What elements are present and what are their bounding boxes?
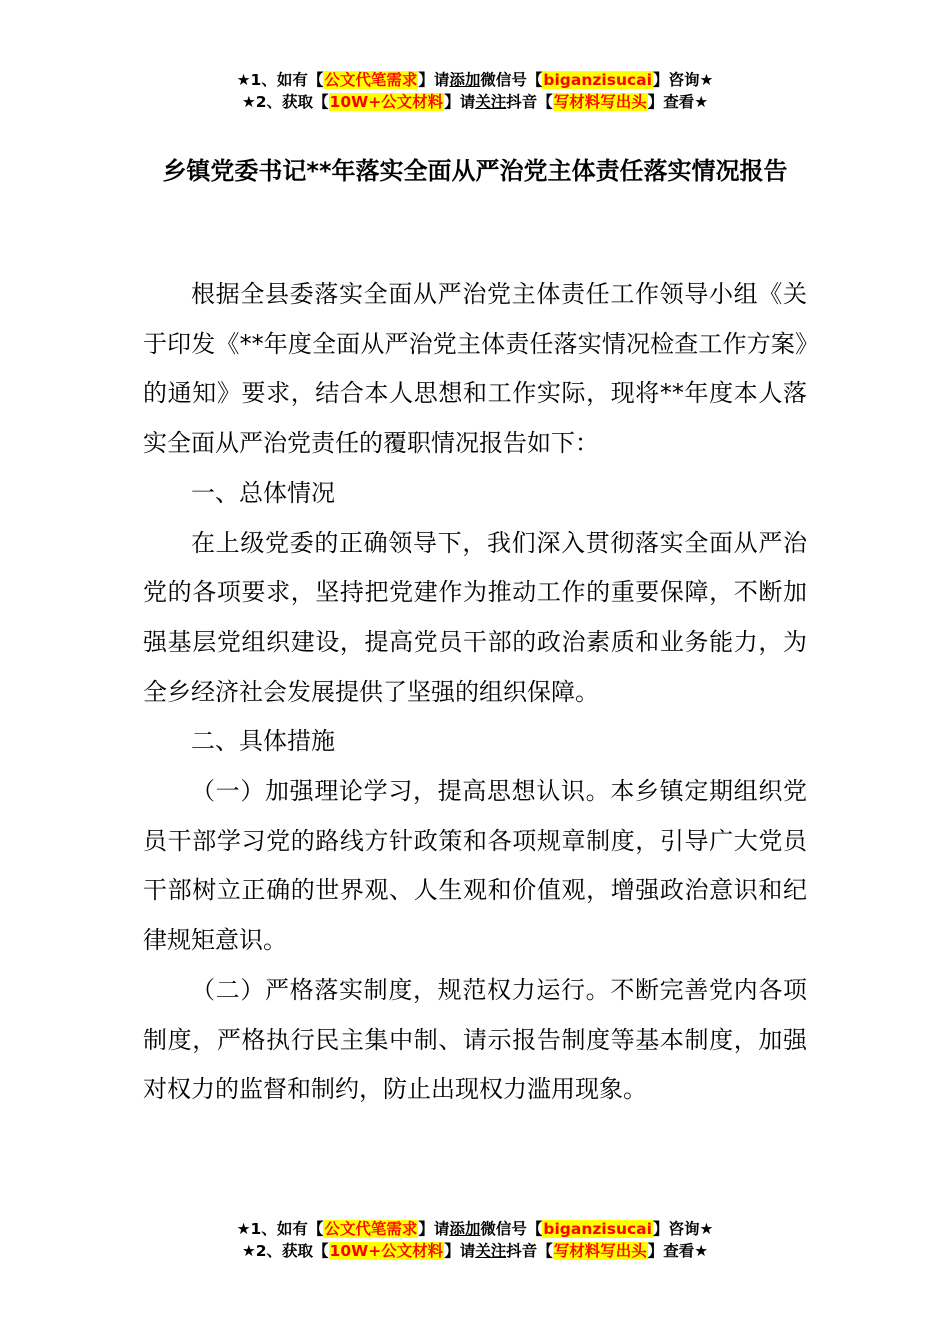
promo-highlight-douyin: 写材料写出头 xyxy=(553,1242,647,1260)
promo-highlight: 10W+公文材料 xyxy=(329,1242,444,1260)
promo-text: 】查看★ xyxy=(647,93,709,111)
promo-highlight-wechat: biganzisucai xyxy=(543,1220,652,1238)
promo-highlight-wechat: biganzisucai xyxy=(543,71,652,89)
promo-highlight: 公文代笔需求 xyxy=(324,1220,418,1238)
promo-highlight: 10W+公文材料 xyxy=(329,93,444,111)
measure-paragraph-2: （二）严格落实制度，规范权力运行。不断完善党内各项制度，严格执行民主集中制、请示报告制度等基本制度，加强对权力的监督和制约，防止出现权力滥用现象。 xyxy=(143,975,807,1104)
promo-line-1 xyxy=(0,69,950,91)
promo-highlight-douyin: 写材料写出头 xyxy=(553,93,647,111)
promo-underlined-text: 添加 xyxy=(449,1220,481,1238)
promo-text: 】咨询★ xyxy=(652,71,714,89)
promo-underlined-text: 关注 xyxy=(475,1242,507,1260)
promo-text: ★1、如有【 xyxy=(236,1220,324,1238)
overview-paragraph: 在上级党委的正确领导下，我们深入贯彻落实全面从严治党的各项要求，坚持把党建作为推动工作的重要保障，不断加强基层党组织建设，提高党员干部的政治素质和业务能力，为全乡经济社会发展提供了坚强的组织保障。 xyxy=(143,528,807,706)
promo-banner-top xyxy=(0,69,950,113)
section-heading-measures: 二、具体措施 xyxy=(191,727,335,756)
promo-text: ★2、获取【 xyxy=(241,1242,329,1260)
measure-paragraph-1: （一）加强理论学习，提高思想认识。本乡镇定期组织党员干部学习党的路线方针政策和各项规章制度，引导广大党员干部树立正确的世界观、人生观和价值观，增强政治意识和纪律规矩意识。 xyxy=(143,777,807,955)
promo-text: 】请 xyxy=(418,71,450,89)
promo-text: 】咨询★ xyxy=(652,1220,714,1238)
promo-text: 】请 xyxy=(418,1220,450,1238)
promo-text: 微信号【 xyxy=(480,71,543,89)
promo-text: 抖音【 xyxy=(506,93,553,111)
document-body xyxy=(143,270,807,1115)
promo-line-1 xyxy=(0,1218,950,1240)
promo-underlined-text: 添加 xyxy=(449,71,481,89)
promo-banner-bottom xyxy=(0,1218,950,1262)
section-heading-overview: 一、总体情况 xyxy=(191,478,335,507)
document-title: 乡镇党委书记**年落实全面从严治党主体责任落实情况报告 xyxy=(162,157,788,185)
promo-line-2 xyxy=(0,91,950,113)
promo-text: 抖音【 xyxy=(506,1242,553,1260)
promo-text: 】请 xyxy=(444,1242,476,1260)
promo-text: 】查看★ xyxy=(647,1242,709,1260)
promo-highlight: 公文代笔需求 xyxy=(324,71,418,89)
promo-text: 微信号【 xyxy=(480,1220,543,1238)
intro-paragraph: 根据全县委落实全面从严治党主体责任工作领导小组《关于印发《**年度全面从严治党主体责任落实情况检查工作方案》的通知》要求，结合本人思想和工作实际，现将**年度本人落实全面从严治党责任的覆职情况报告如下： xyxy=(143,280,807,458)
promo-text: ★2、获取【 xyxy=(241,93,329,111)
promo-line-2 xyxy=(0,1240,950,1262)
promo-text: ★1、如有【 xyxy=(236,71,324,89)
promo-text: 】请 xyxy=(444,93,476,111)
promo-underlined-text: 关注 xyxy=(475,93,507,111)
